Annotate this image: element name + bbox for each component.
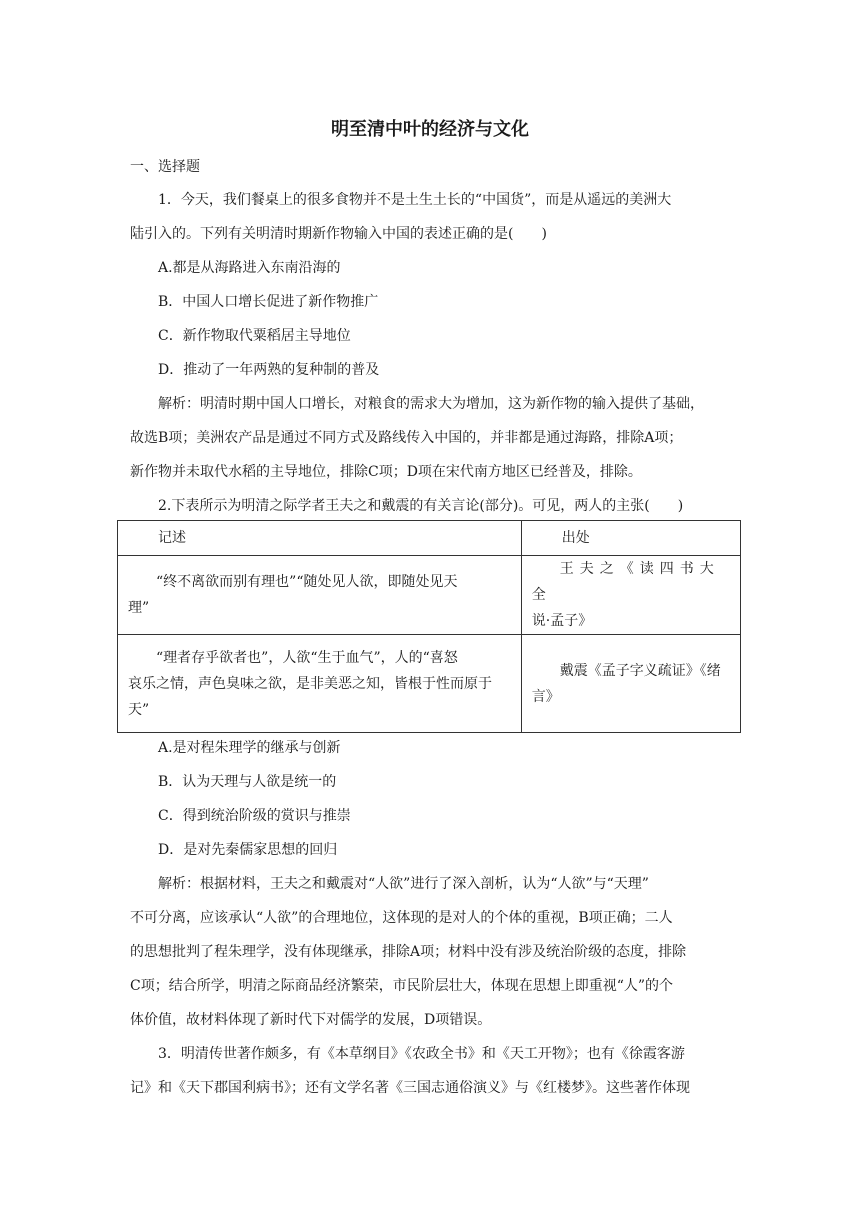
- q3-stem-line: 记》和《天下郡国利病书》；还有文学名著《三国志通俗演义》与《红楼梦》。这些著作体现: [130, 1080, 690, 1096]
- q1-analysis-line: 解析：明清时期中国人口增长，对粮食的需求大为增加，这为新作物的输入提供了基础，: [158, 396, 704, 412]
- q2-option-d: D．是对先秦儒家思想的回归: [158, 842, 338, 858]
- q1-option-c: C．新作物取代粟稻居主导地位: [158, 328, 351, 344]
- q2-analysis-line: 体价值，故材料体现了新时代下对儒学的发展，D项错误。: [130, 1012, 492, 1028]
- quotes-table: [117, 520, 741, 733]
- q2-analysis-line: 不可分离，应该承认“人欲”的合理地位，这体现的是对人的个体的重视，B项正确；二人: [130, 910, 673, 926]
- table-cell-source: 戴震《孟子字义疏证》《绪 言》: [521, 635, 740, 733]
- q2-stem: 2.下表所示为明清之际学者王夫之和戴震的有关言论(部分)。可见，两人的主张( ): [158, 498, 684, 514]
- page-title: 明至清中叶的经济与文化: [331, 119, 529, 140]
- q1-option-d: D．推动了一年两熟的复种制的普及: [158, 362, 380, 378]
- q2-analysis-line: 解析：根据材料，王夫之和戴震对“人欲”进行了深入剖析，认为“人欲”与“天理”: [158, 876, 649, 892]
- q2-option-a: A.是对程朱理学的继承与创新: [158, 740, 341, 756]
- section-heading: 一、选择题: [130, 159, 200, 175]
- q2-option-c: C．得到统治阶级的赏识与推崇: [158, 808, 351, 824]
- table-cell-record: “理者存乎欲者也”，人欲“生于血气”，人的“喜怒 哀乐之情，声色臭味之欲，是非美恶之知，皆根于性而原于 天”: [118, 635, 522, 733]
- q1-stem-line: 1．今天，我们餐桌上的很多食物并不是土生土长的“中国货”，而是从遥远的美洲大: [158, 192, 672, 208]
- q2-analysis-line: 的思想批判了程朱理学，没有体现继承，排除A项；材料中没有涉及统治阶级的态度，排除: [130, 944, 687, 960]
- table-row: [118, 556, 741, 635]
- table-header-record: 记述: [118, 521, 522, 556]
- table-cell-source: 王夫之《读四书大全 说·孟子》: [521, 556, 740, 635]
- table-cell-record: “终不离欲而别有理也”“随处见人欲，即随处见天 理”: [118, 556, 522, 635]
- q2-analysis-line: C项；结合所学，明清之际商品经济繁荣，市民阶层壮大，体现在思想上即重视“人”的个: [130, 978, 674, 994]
- table-header-row: [118, 521, 741, 556]
- q1-stem-line: 陆引入的。下列有关明清时期新作物输入中国的表述正确的是( ): [130, 226, 547, 242]
- q1-option-a: A.都是从海路进入东南沿海的: [158, 260, 341, 276]
- q1-analysis-line: 新作物并未取代水稻的主导地位，排除C项；D项在宋代南方地区已经普及，排除。: [130, 464, 642, 480]
- table-row: [118, 635, 741, 733]
- table-header-source: 出处: [521, 521, 740, 556]
- q2-option-b: B．认为天理与人欲是统一的: [158, 774, 337, 790]
- q1-analysis-line: 故选B项；美洲农产品是通过不同方式及路线传入中国的，并非都是通过海路，排除A项；: [130, 430, 683, 446]
- q1-option-b: B．中国人口增长促进了新作物推广: [158, 294, 379, 310]
- q3-stem-line: 3．明清传世著作颇多，有《本草纲目》《农政全书》和《天工开物》；也有《徐霞客游: [158, 1046, 685, 1062]
